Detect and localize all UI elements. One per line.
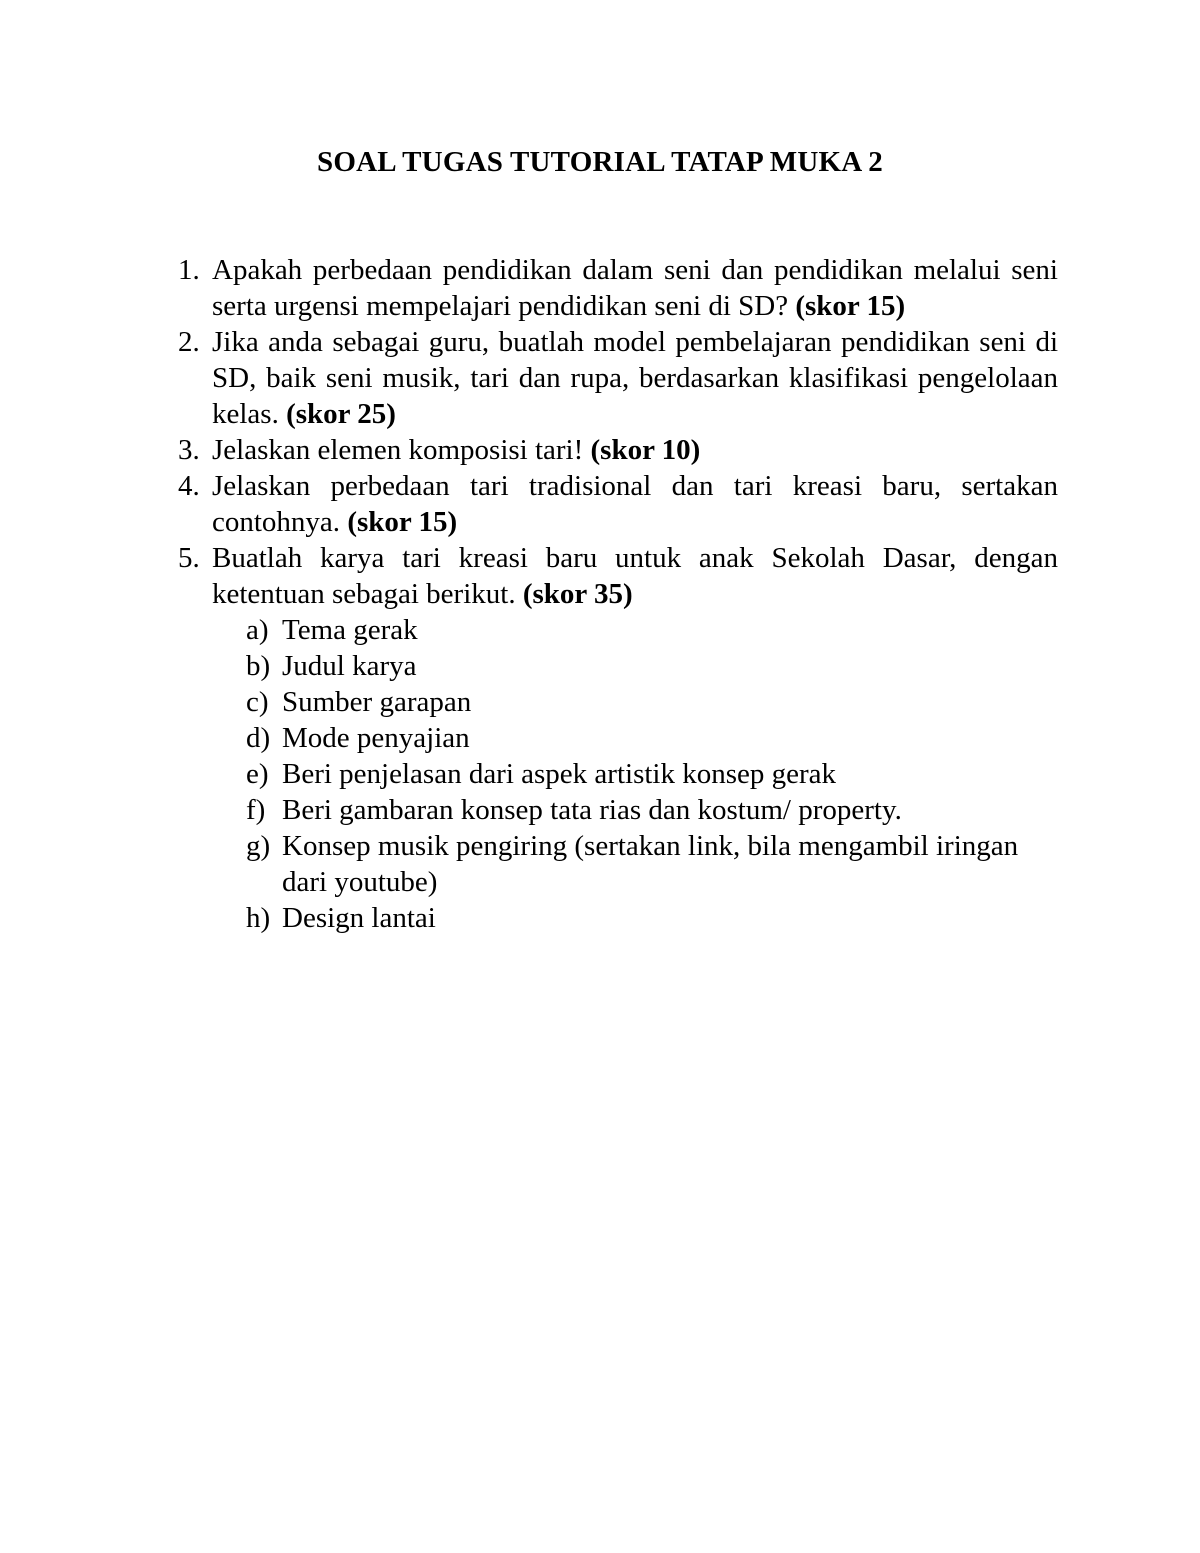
question-item-3 (170, 432, 1058, 468)
question-text: Apakah perbedaan pendidikan dalam seni dan pendidikan melalui seni serta urgensi mempelajari pendidikan seni di SD? (212, 254, 1058, 322)
question-text: Jika anda sebagai guru, buatlah model pembelajaran pendidikan seni di SD, baik seni musik, tari dan rupa, berdasarkan klasifikasi pengelolaan kelas. (212, 326, 1058, 430)
subitem-list (212, 612, 1058, 936)
subitem-e (212, 756, 1058, 792)
subitem-letter: f) (246, 794, 266, 826)
subitem-h (212, 900, 1058, 936)
question-score: (skor 10) (590, 434, 701, 466)
question-item-4 (170, 468, 1058, 540)
subitem-text: Tema gerak (282, 614, 418, 646)
question-number: 2. (178, 326, 200, 358)
subitem-text: Mode penyajian (282, 722, 470, 754)
subitem-b (212, 648, 1058, 684)
subitem-d (212, 720, 1058, 756)
subitem-g (212, 828, 1058, 900)
question-item-1 (170, 252, 1058, 324)
question-item-5 (170, 540, 1058, 936)
question-text: Jelaskan elemen komposisi tari! (212, 434, 584, 466)
question-score: (skor 15) (347, 506, 458, 538)
subitem-text: Design lantai (282, 902, 436, 934)
question-score: (skor 25) (286, 398, 396, 430)
subitem-text: Judul karya (282, 650, 417, 682)
subitem-a (212, 612, 1058, 648)
subitem-text: Sumber garapan (282, 686, 472, 718)
subitem-letter: h) (246, 902, 271, 934)
question-item-2 (170, 324, 1058, 432)
question-number: 5. (178, 542, 200, 574)
subitem-c (212, 684, 1058, 720)
subitem-letter: e) (246, 758, 269, 790)
subitem-letter: d) (246, 722, 271, 754)
subitem-f (212, 792, 1058, 828)
question-number: 4. (178, 470, 200, 502)
question-number: 1. (178, 254, 200, 286)
question-text: Buatlah karya tari kreasi baru untuk anak Sekolah Dasar, dengan ketentuan sebagai berikut. (212, 542, 1058, 610)
question-score: (skor 35) (522, 578, 633, 610)
subitem-letter: c) (246, 686, 269, 718)
subitem-text: Beri gambaran konsep tata rias dan kostum/ property. (282, 794, 902, 826)
question-list (170, 252, 1058, 936)
subitem-letter: a) (246, 614, 269, 646)
subitem-text: Konsep musik pengiring (sertakan link, bila mengambil iringan dari youtube) (282, 830, 1019, 898)
subitem-letter: g) (246, 830, 271, 862)
subitem-text: Beri penjelasan dari aspek artistik konsep gerak (282, 758, 837, 790)
question-text: Jelaskan perbedaan tari tradisional dan tari kreasi baru, sertakan contohnya. (212, 470, 1058, 538)
subitem-letter: b) (246, 650, 271, 682)
document-title: SOAL TUGAS TUTORIAL TATAP MUKA 2 (317, 146, 883, 178)
question-score: (skor 15) (795, 290, 906, 322)
question-number: 3. (178, 434, 200, 466)
